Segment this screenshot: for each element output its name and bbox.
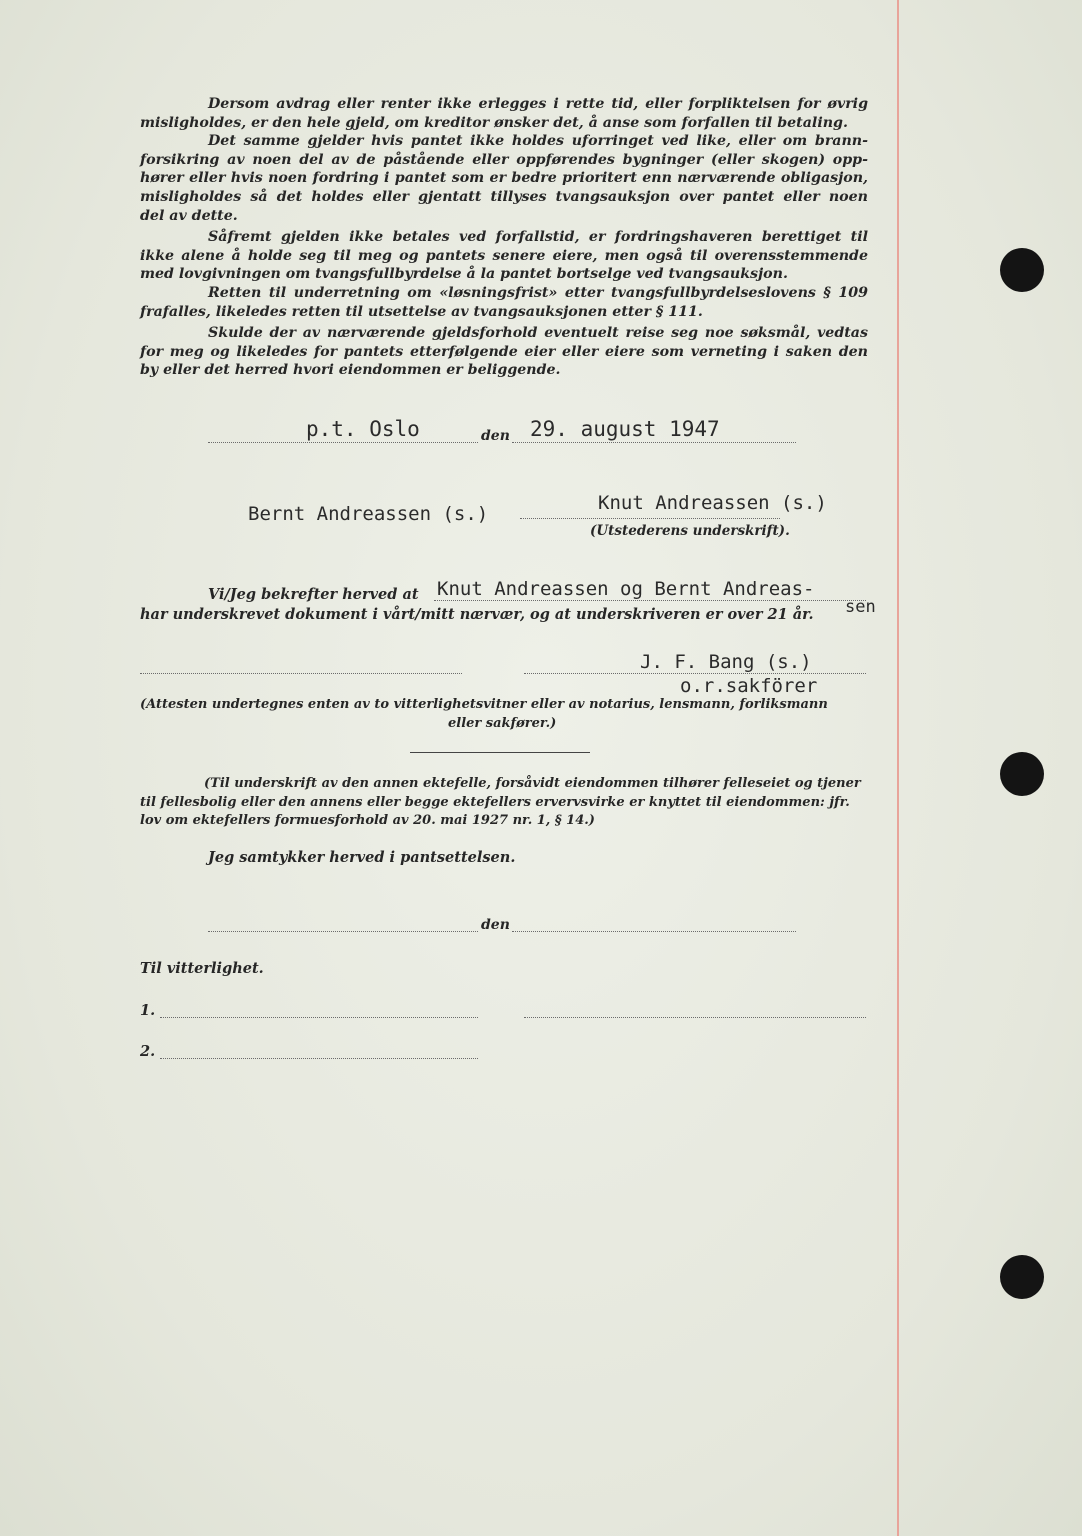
den-label: den [481, 428, 510, 444]
place-line [208, 442, 478, 443]
text-line: Det samme gjelder hvis pantet ikke holdes uforringet ved like, eller om brann- [208, 133, 868, 149]
signer-right: Knut Andreassen (s.) [598, 492, 827, 514]
text-line: del av dette. [140, 207, 238, 224]
text-line: misligholdes, er den hele gjeld, om kreditor ønsker det, å anse som forfallen til betaling. [140, 114, 848, 131]
text-line: frafalles, likeledes retten til utsettelse av tvangsauksjonen etter § 111. [140, 303, 703, 320]
terms-paragraph-1 [140, 95, 868, 132]
place-text: p.t. Oslo [306, 417, 420, 441]
attest-line-right [524, 673, 866, 674]
consent-place-line [208, 931, 478, 932]
witness-2-label: 2. [140, 1043, 156, 1060]
text-line: misligholdes så det holdes eller gjentatt tillyses tvangsauksjon over pantet eller noen [140, 189, 868, 206]
terms-paragraph-5 [140, 324, 868, 380]
confirm-names-cont: sen [845, 597, 876, 617]
attest-note-line-2: eller sakfører.) [448, 716, 557, 731]
date-line [512, 442, 796, 443]
text-line: for meg og likeledes for pantets etterfølgende eier eller eiere som verneting i saken den [140, 343, 868, 360]
witness-2-line [160, 1058, 478, 1059]
punch-hole [1000, 1255, 1044, 1299]
confirm-names: Knut Andreassen og Bernt Andreas- [437, 578, 815, 600]
spouse-note-line-3: lov om ektefellers formuesforhold av 20. mai 1927 nr. 1, § 14.) [140, 813, 595, 828]
punch-hole [1000, 752, 1044, 796]
signature-line [520, 518, 780, 519]
text-line: Skulde der av nærværende gjeldsforhold eventuelt reise seg noe søksmål, vedtas [208, 325, 868, 341]
text-line: Såfremt gjelden ikke betales ved forfallstid, er fordringshaveren berettiget til [208, 229, 868, 245]
section-divider [410, 752, 590, 753]
spouse-note-line-2: til fellesbolig eller den annens eller begge ektefellers ervervsvirke er knyttet til eiendommen: jfr. [140, 795, 850, 810]
attest-note-line-1: (Attesten undertegnes enten av to vitterlighetsvitner eller av notarius, lensmann, forliksmann [140, 697, 828, 712]
spouse-note-line-1: (Til underskrift av den annen ektefelle, forsåvidt eiendommen tilhører felleseiet og tjener [204, 776, 861, 791]
text-line: Dersom avdrag eller renter ikke erlegges i rette tid, eller forpliktelsen for øvrig [208, 96, 868, 112]
den-label-2: den [481, 917, 510, 933]
witness-1-line-right [524, 1017, 866, 1018]
terms-paragraph-3 [140, 228, 868, 284]
attest-line-left [140, 673, 462, 674]
witness-title: o.r.sakförer [680, 675, 818, 697]
terms-paragraph-2 [140, 132, 868, 226]
date-text: 29. august 1947 [530, 417, 720, 441]
text-line: ikke alene å holde seg til meg og pantets senere eiere, men også til overensstemmende [140, 247, 868, 264]
witness-1-label: 1. [140, 1002, 156, 1019]
text-line: by eller det herred hvori eiendommen er beliggende. [140, 362, 561, 379]
signer-caption: (Utstederens underskrift). [590, 523, 790, 539]
consent-text: Jeg samtykker herved i pantsettelsen. [208, 849, 516, 866]
witness-heading: Til vitterlighet. [140, 960, 264, 977]
witness-name: J. F. Bang (s.) [640, 651, 812, 673]
punch-hole [1000, 248, 1044, 292]
text-line: Retten til underretning om «løsningsfrist» etter tvangsfullbyrdelseslovens § 109 [208, 285, 868, 301]
signer-left: Bernt Andreassen (s.) [248, 503, 489, 525]
terms-paragraph-4 [140, 284, 868, 321]
witness-1-line [160, 1017, 478, 1018]
confirm-prefix: Vi/Jeg bekrefter herved at [208, 586, 419, 603]
text-line: med lovgivningen om tvangsfullbyrdelse å la pantet bortselge ved tvangsauksjon. [140, 266, 788, 283]
text-line: hører eller hvis noen fordring i pantet som er bedre prioritert enn nærværende obligasjon, [140, 170, 868, 187]
consent-date-line [512, 931, 796, 932]
confirm-names-line [434, 600, 866, 601]
red-margin-line [897, 0, 899, 1536]
text-line: forsikring av noen del av de påstående eller oppførendes bygninger (eller skogen) opp- [140, 151, 868, 168]
confirm-line-2: har underskrevet dokument i vårt/mitt nærvær, og at underskriveren er over 21 år. [140, 606, 814, 623]
